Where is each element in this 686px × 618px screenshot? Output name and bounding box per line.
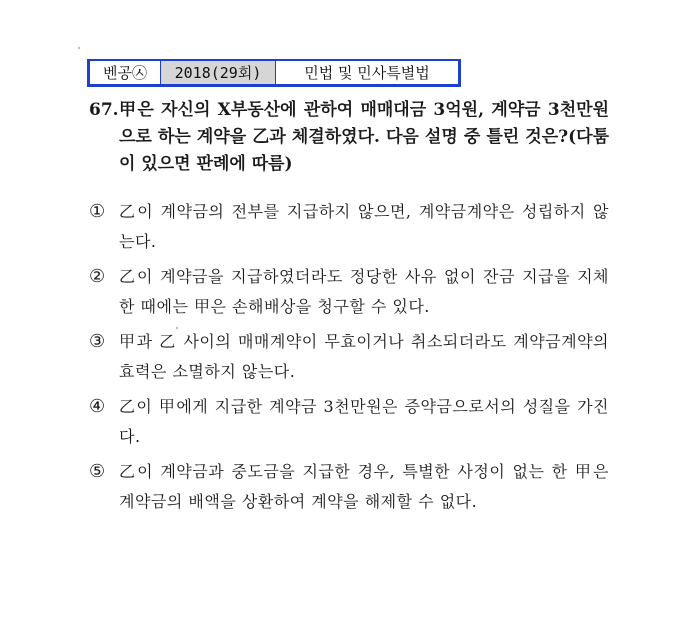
header-subject: 민법 및 민사특별법	[275, 59, 461, 87]
header-year: 2018(29회)	[161, 59, 275, 87]
question-number: 67.	[89, 100, 119, 120]
option-mark: ②	[89, 266, 106, 287]
option-text: 乙이 계약금의 전부를 지급하지 않으면, 계약금계약은 성립하지 않는다.	[119, 202, 609, 251]
option-mark: ⑤	[89, 461, 106, 482]
option-mark: ①	[89, 201, 106, 222]
option-text: 甲과 乙 사이의 매매계약이 무효이거나 취소되더라도 계약금계약의 효력은 소멸하지 않는다.	[119, 332, 609, 381]
option-text: 乙이 계약금을 지급하였더라도 정당한 사유 없이 잔금 지급을 지체한 때에는 甲은 손해배상을 청구할 수 있다.	[119, 267, 609, 316]
option-4[interactable]	[89, 392, 609, 452]
question-stem	[89, 97, 609, 178]
question-text: 甲은 자신의 X부동산에 관하여 매매대금 3억원, 계약금 3천만원으로 하는 계약을 乙과 체결하였다. 다음 설명 중 틀린 것은?(다툼이 있으면 판례에 따름)	[119, 100, 609, 174]
exam-header	[87, 59, 461, 87]
header-brand: 벤공㉦	[87, 59, 161, 87]
option-5[interactable]	[89, 457, 609, 517]
option-3[interactable]	[89, 327, 609, 387]
option-1[interactable]	[89, 197, 609, 257]
option-mark: ④	[89, 396, 106, 417]
option-mark: ③	[89, 331, 106, 352]
option-text: 乙이 甲에게 지급한 계약금 3천만원은 증약금으로서의 성질을 가진다.	[119, 397, 609, 446]
option-text: 乙이 계약금과 중도금을 지급한 경우, 특별한 사정이 없는 한 甲은 계약금의 배액을 상환하여 계약을 해제할 수 없다.	[119, 462, 609, 511]
answer-options	[89, 197, 609, 522]
option-2[interactable]	[89, 262, 609, 322]
scan-speck	[78, 47, 80, 49]
